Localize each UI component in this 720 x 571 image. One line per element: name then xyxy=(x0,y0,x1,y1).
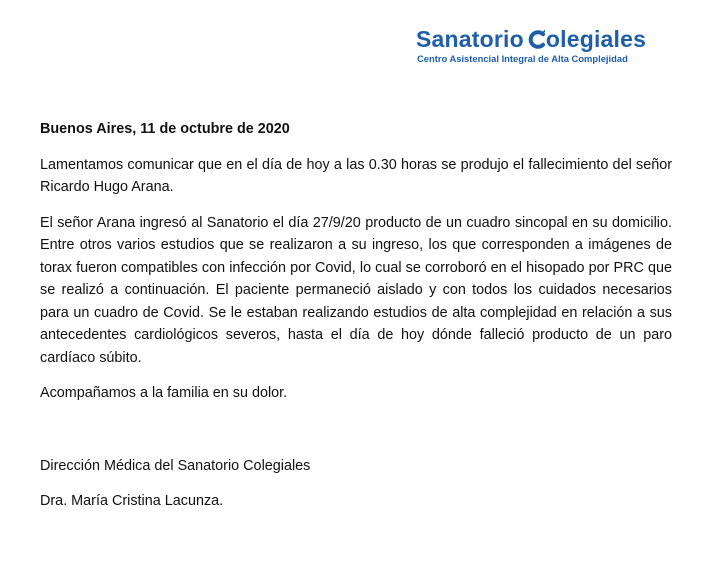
sanatorio-colegiales-logo xyxy=(416,24,678,70)
letter-paragraph-announcement: Lamentamos comunicar que en el día de hoy a las 0.30 horas se produjo el fallecimiento del señor Ricardo Hugo Arana. xyxy=(40,156,672,195)
signature-doctor: Dra. María Cristina Lacunza. xyxy=(40,493,224,509)
logo-wordmark xyxy=(416,24,646,54)
logo-name-part1: Sanatorio xyxy=(416,26,524,52)
letter-body xyxy=(40,118,672,513)
logo-tagline: Centro Asistencial Integral de Alta Complejidad xyxy=(417,53,628,64)
letter-paragraph-condolences: Acompañamos a la familia en su dolor. xyxy=(40,385,288,401)
logo-name-part2: olegiales xyxy=(545,26,647,52)
letter-paragraph-clinical-history: El señor Arana ingresó al Sanatorio el día 27/9/20 producto de un cuadro sincopal en su domicilio. Entre otros varios estudios que se realizaron a su ingreso, los que corresponden a imágenes de torax fueron compatibles con infección por Covid, lo cual se corroboró en el hisopado por PRC que se realizó a continuación. El paciente permaneció aislado y con todos los cuidados necesarios para un cuadro de Covid. Se le estaban realizando estudios de alta complejidad en relación a sus antecedentes cardiológicos severos, hasta el día de hoy dónde falleció producto de un paro cardíaco súbito. xyxy=(40,214,672,366)
letter-date: Buenos Aires, 11 de octubre de 2020 xyxy=(40,121,290,137)
signature-institution: Dirección Médica del Sanatorio Colegiales xyxy=(40,457,311,474)
logo-c-emblem-icon xyxy=(528,30,545,49)
